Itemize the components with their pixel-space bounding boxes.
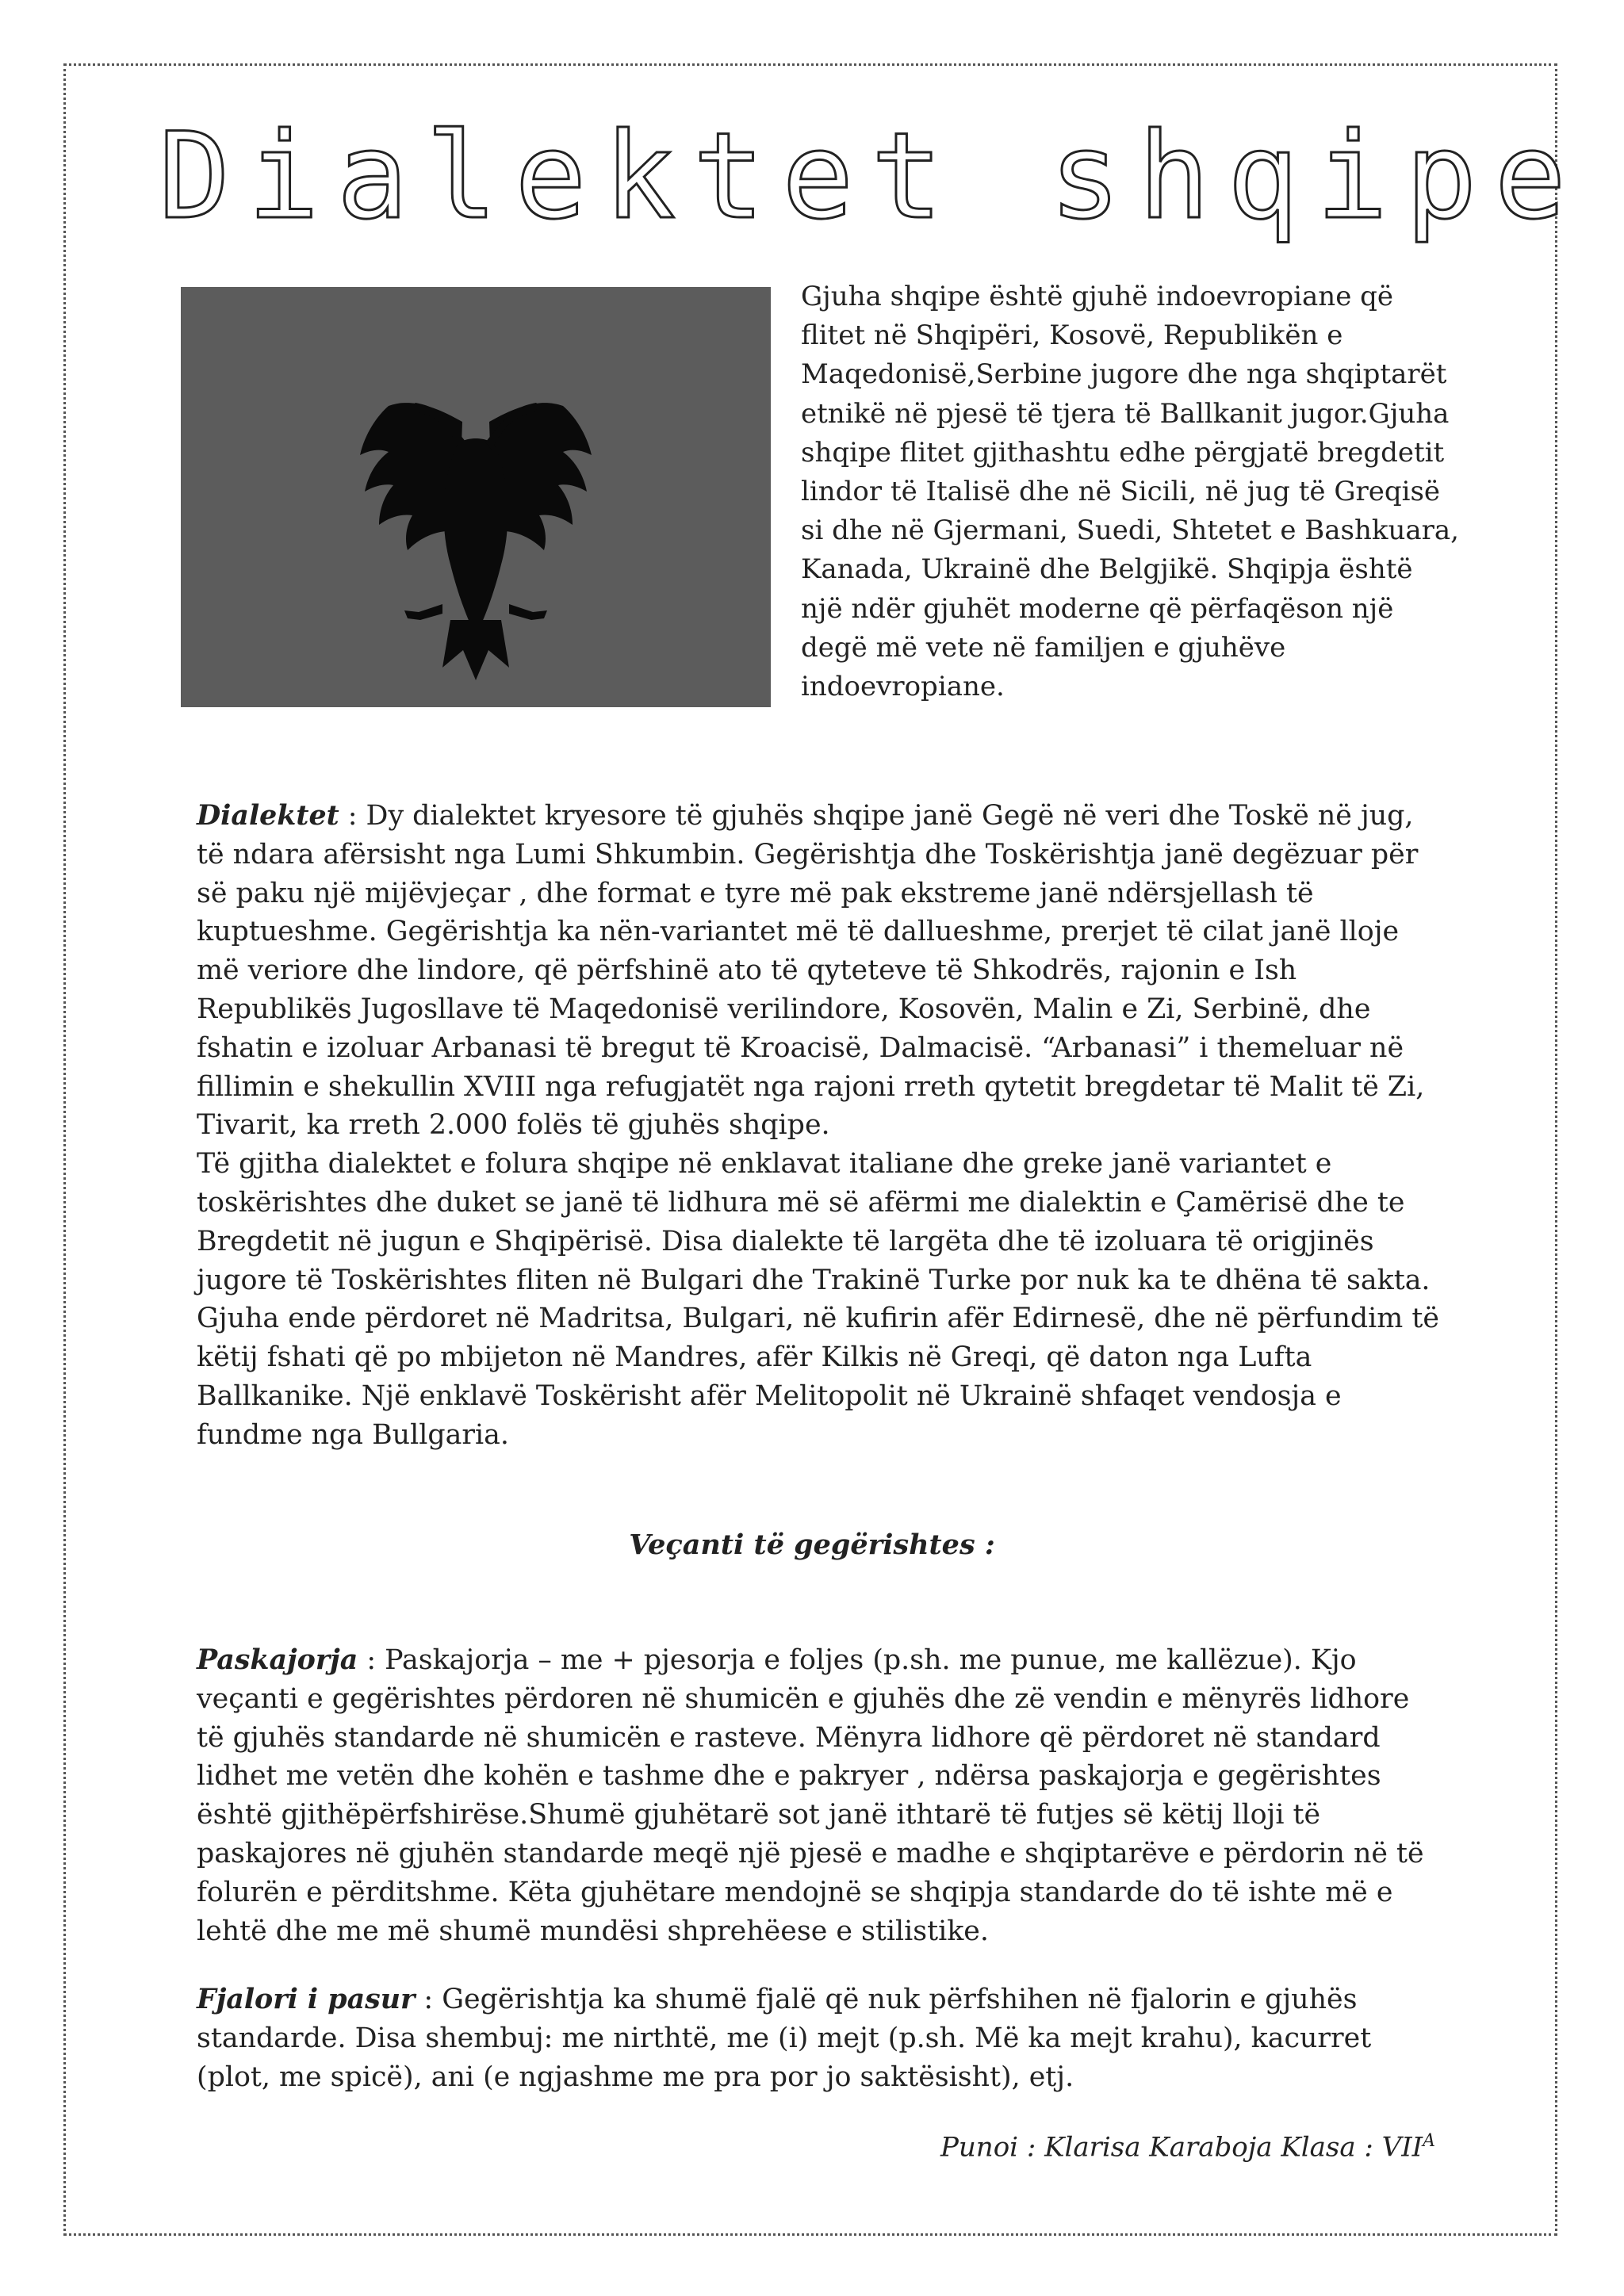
signature-class-superscript: A (1423, 2131, 1435, 2151)
dialects-paragraph (197, 797, 1442, 1455)
vocabulary-paragraph (197, 1980, 1442, 2096)
gheg-features-heading: Veçanti të gegërishtes : (629, 1529, 995, 1561)
infinitive-label: Paskajorja (197, 1644, 358, 1676)
dialects-text: : Dy dialektet kryesore të gjuhës shqipe janë Gegë në veri dhe Toskë në jug, të ndara afërsisht nga Lumi Shkumbin. Gegërishtja dhe Toskërishtja janë degëzuar për së paku një mijëvjeçar , dhe format e tyre më pak ekstreme janë ndërsjellash të kuptueshme. Gegërishtja ka nën-variantet më të dallueshme, prerjet të cilat janë lloje më veriore dhe lindore, që përfshinë ato të qyteteve të Shkodrës, rajonin e Ish Republikës Jugosllave të Maqedonisë verilindore, Kosovën, Malin e Zi, Serbinë, dhe fshatin e izoluar Arbanasi të bregut të Kroacisë, Dalmacisë. “Arbanasi” i themeluar në fillimin e shekullin XVIII nga refugjatët nga rajoni rreth qytetit bregdetar të Malit të Zi, Tivarit, ka rreth 2.000 folës të gjuhës shqipe. (197, 800, 1425, 1142)
intro-paragraph: Gjuha shqipe është gjuhë indoevropiane që flitet në Shqipëri, Kosovë, Republikën e Maqedonisë,Serbine jugore dhe nga shqiptarët etnikë në pjesë të tjera të Ballkanit jugor.Gjuha shqipe flitet gjithashtu edhe përgjatë bregdetit lindor të Italisë dhe në Sicili, në jug të Greqisë si dhe në Gjermani, Suedi, Shtetet e Bashkuara, Kanada, Ukrainë dhe Belgjikë. Shqipja është një ndër gjuhët moderne që përfaqëson një degë më vete në familjen e gjuhëve indoevropiane. (801, 281, 1459, 703)
infinitive-text: : Paskajorja – me + pjesorja e foljes (p.sh. me punue, me kallëzue). Kjo veçanti e gegërishtes përdoren në shumicën e gjuhës dhe zë vendin e mënyrës lidhore të gjuhës standarde në shumicën e rasteve. Mënyra lidhore që përdoret në standard lidhet me vetën dhe kohën e tashme dhe e pakryer , ndërsa paskajorja e gegërishtes është gjithëpërfshirëse.Shumë gjuhëtarë sot janë ithtarë të futjes së këtij lloji të paskajores në gjuhën standarde meqë një pjesë e madhe e shqiptarëve e përdorin në të folurën e përditshme. Këta gjuhëtare mendojnë se shqipja standarde do të ishte më e lehtë dhe me më shumë mundësi shprehëese e stilistike. (197, 1644, 1424, 1947)
dialects-text-continued: Të gjitha dialektet e folura shqipe në enklavat italiane dhe greke janë variantet e toskërishtes dhe duket se janë të lidhura më së afërmi me dialektin e Çamërisë dhe te Bregdetit në jugun e Shqipërisë. Disa dialekte të largëta dhe të izoluara të origjinës jugore të Toskërishtes fliten në Bulgari dhe Trakinë Turke por nuk ka te dhëna të sakta. Gjuha ende përdoret në Madritsa, Bulgari, në kufirin afër Edirnesë, dhe në përfundim të këtij fshati që po mbijeton në Mandres, afër Kilkis në Greqi, që daton nga Lufta Ballkanike. Një enklavë Toskërisht afër Melitopolit në Ukrainë shfaqet vendosja e fundme nga Bullgaria. (197, 1148, 1439, 1451)
author-signature (940, 2131, 1435, 2163)
signature-text: Punoi : Klarisa Karaboja Klasa : VII (940, 2131, 1423, 2164)
vocabulary-text: : Gegërishtja ka shumë fjalë që nuk përfshihen në fjalorin e gjuhës standarde. Disa shembuj: me nirthtë, me (i) mejt (p.sh. Më ka mejt krahu), kacurret (plot, me spicë), ani (e ngjashme me pra por jo saktësisht), etj. (197, 1984, 1372, 2093)
vocabulary-label: Fjalori i pasur (197, 1983, 416, 2015)
dialects-label: Dialektet (197, 799, 339, 832)
infinitive-paragraph (197, 1641, 1442, 1950)
albanian-flag-image (181, 287, 771, 707)
page-title: Dialektet shqipe (159, 108, 1584, 246)
double-headed-eagle-icon (181, 287, 771, 707)
